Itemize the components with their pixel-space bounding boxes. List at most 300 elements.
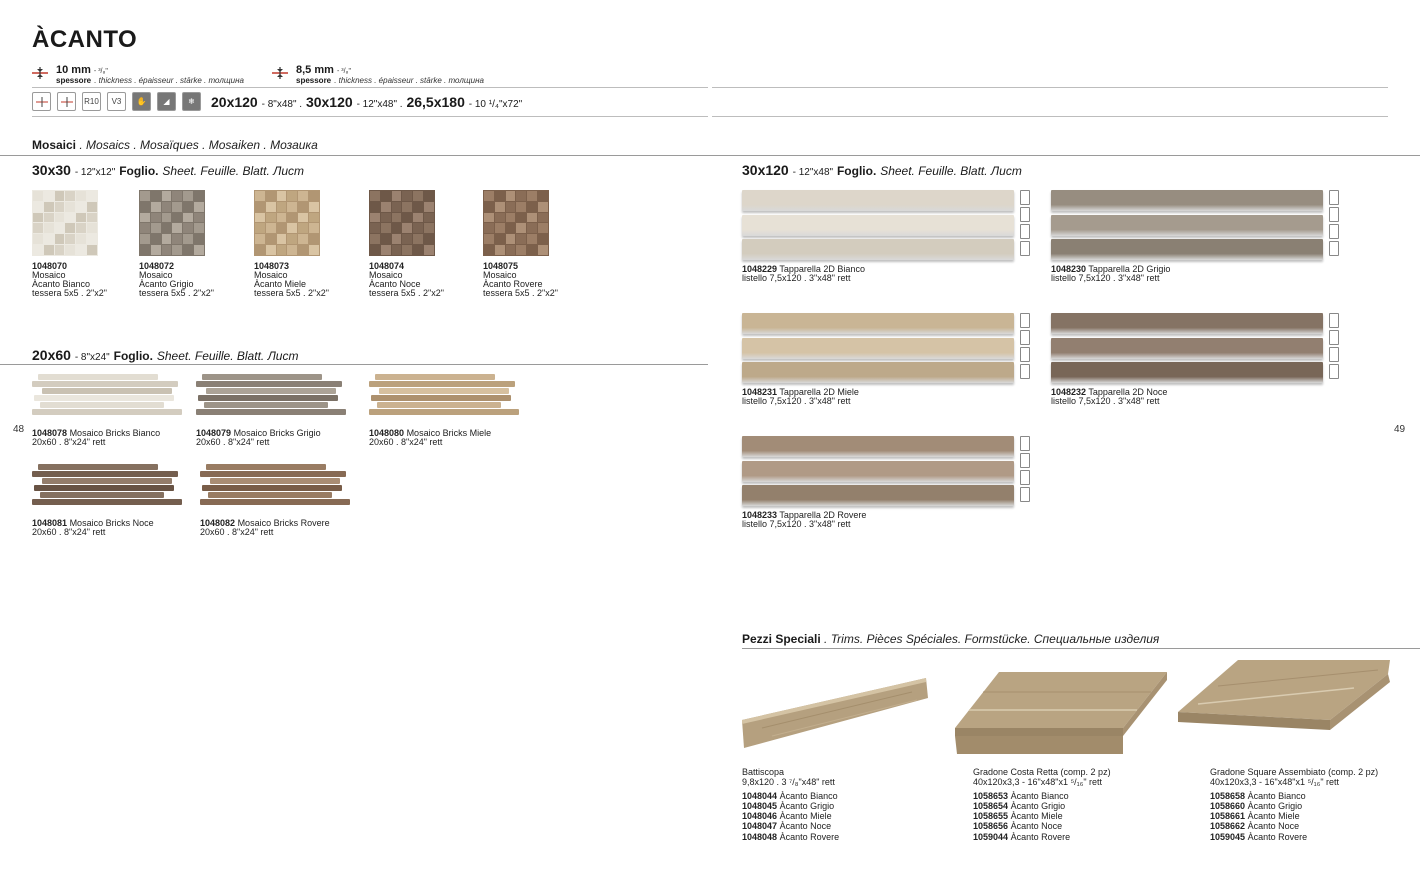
tessera [392,213,402,223]
trim-gradone-costa-retta [973,767,1111,842]
tessera [140,234,150,244]
foglio-label: Foglio. [113,349,153,363]
tessera [506,245,516,255]
product-dim: tessera 5x5 . 2"x2" [369,288,444,298]
tessera [172,245,182,255]
tessera [194,234,204,244]
tessera [424,202,434,212]
tessera [172,234,182,244]
tessera [194,213,204,223]
brick-strip [32,381,178,387]
page-number-left: 48 [13,424,25,435]
tessera [194,191,204,201]
product-code: 1058660 [1210,800,1246,811]
product-name: Àcanto Bianco [1010,790,1069,801]
product-name: Tapparella 2D Noce [1088,387,1168,397]
tessera [151,213,161,223]
product-code: 1048045 [742,800,778,811]
mosaici-label: Mosaici [32,138,77,152]
tessera [309,245,319,255]
tessera [381,234,391,244]
tessera [287,234,297,244]
product-code: 1059044 [973,831,1009,842]
product-name: Àcanto Bianco [32,279,91,289]
brick-strip [40,492,164,498]
tessera [298,234,308,244]
product-code: 1048231 [742,387,778,397]
tessera [183,234,193,244]
tessera [266,191,276,201]
tessera [484,202,494,212]
mosaic-swatch [254,190,320,256]
tessera [298,213,308,223]
brick-strip [34,485,174,491]
tessera [183,191,193,201]
tessera [402,202,412,212]
tessera [516,191,526,201]
product-name: Àcanto Noce [369,279,421,289]
product-name: Àcanto Rovere [1247,831,1308,842]
product-dim: 20x60 . 8"x24" rett [196,437,270,447]
mosaic-item [483,190,593,298]
format-inch: - 8"x48" . [261,98,303,110]
tapparella-swatch [742,436,1014,506]
tessera [55,213,65,223]
tessera [277,234,287,244]
tessera [277,223,287,233]
bricks-swatch [196,374,348,420]
product-name: Àcanto Miele [779,811,832,822]
slat [742,485,1014,506]
slat [1051,215,1323,236]
sheet-translations: Sheet. Feuille. Blatt. Лист [156,349,299,363]
tessera [413,245,423,255]
thickness-translations: . thickness . épaisseur . stärke . толщина [334,76,484,85]
formats-list [211,94,522,110]
tessera [298,245,308,255]
tessera [527,202,537,212]
tessera [392,191,402,201]
sheet-translations: Sheet. Feuille. Blatt. Лист [880,164,1022,178]
product-name: Àcanto Rovere [483,279,543,289]
slat [742,313,1014,334]
product-name: Tapparella 2D Bianco [779,264,865,274]
product-name: Àcanto Bianco [779,790,838,801]
mosaic-item [369,190,479,298]
profile-icon [1020,436,1030,504]
product-code: 1048079 [196,428,232,438]
tessera [33,202,43,212]
tessera [381,245,391,255]
tessera [381,213,391,223]
tessera [538,234,548,244]
slat [1051,190,1323,211]
tessera [370,191,380,201]
tessera [495,191,505,201]
pezzi-label: Pezzi Speciali [742,632,821,646]
thickness-2 [296,66,484,85]
tapparella-swatch [742,190,1014,260]
trim-dim: 40x120x3,3 - 16"x48"x1 ⁵/₁₆" rett [973,777,1103,788]
product-dim: listello 7,5x120 . 3"x48" rett [742,273,851,283]
tessera [484,234,494,244]
tapparella-swatch [742,313,1014,383]
tessera [506,213,516,223]
product-dim: listello 7,5x120 . 3"x48" rett [742,519,851,529]
product-code: 1048070 [32,261,68,271]
trim-gradone-square [1210,767,1378,842]
tessera [287,245,297,255]
tessera [413,234,423,244]
format-size: 30x120 [305,93,353,110]
mosaic-30-heading [32,162,304,178]
tessera [162,245,172,255]
tessera [287,213,297,223]
product-code: 1058662 [1210,821,1246,832]
product-dim: tessera 5x5 . 2"x2" [254,288,329,298]
tapparella-item [742,436,1030,529]
product-dim: listello 7,5x120 . 3"x48" rett [1051,396,1160,406]
gradone-square-image [1178,660,1390,749]
tessera [65,245,75,255]
tessera [172,202,182,212]
tessera [44,213,54,223]
tessera [402,191,412,201]
tessera [266,234,276,244]
brick-strip [200,471,346,477]
tessera [495,223,505,233]
tessera [76,213,86,223]
tessera [194,245,204,255]
product-name: Tapparella 2D Rovere [779,510,867,520]
tessera [76,202,86,212]
product-code: 1048046 [742,811,778,822]
trim-name: Battiscopa [742,767,785,777]
brick-strip [202,374,322,380]
brick-strip [202,485,342,491]
tessera [87,213,97,223]
tessera [277,202,287,212]
tessera [424,213,434,223]
size-label: 30x30 [32,162,71,178]
tessera [392,223,402,233]
tessera [527,191,537,201]
tessera [527,234,537,244]
format-inch: - 10 ¹/₄"x72" [468,98,523,110]
tessera [65,223,75,233]
slat [1051,239,1323,260]
tessera [413,202,423,212]
product-name: Àcanto Grigio [1247,800,1303,811]
tessera [183,245,193,255]
brick-strip [32,499,182,505]
product-name: Àcanto Grigio [779,800,835,811]
tessera [76,245,86,255]
tessera [194,223,204,233]
tessera [538,245,548,255]
product-dim: tessera 5x5 . 2"x2" [139,288,214,298]
foglio-label: Foglio. [836,164,877,178]
product-name: Àcanto Rovere [1010,831,1071,842]
thickness-value: 8,5 mm [296,64,334,76]
tessera [55,245,65,255]
product-code: 1048074 [369,261,405,271]
thickness-value: 10 mm [56,64,91,76]
trim-dim: 9,8x120 . 3 ⁷/₈"x48" rett [742,777,835,788]
tessera [151,223,161,233]
tessera [370,213,380,223]
inch-label: - 8"x24" [74,352,110,363]
product-name: Mosaico Bricks Bianco [69,428,161,438]
tessera [33,191,43,201]
tessera [424,245,434,255]
product-code: 1048072 [139,261,175,271]
tessera [495,234,505,244]
thickness-8mm-icon [57,92,76,111]
slip-rating-icon: R10 [82,92,101,111]
product-name: Mosaico Bricks Grigio [233,428,321,438]
tessera [516,223,526,233]
product-name: Mosaico Bricks Miele [406,428,492,438]
tessera [381,202,391,212]
divider [32,116,708,117]
tessera [370,234,380,244]
product-code: 1058653 [973,790,1009,801]
slat [1051,338,1323,359]
brick-strip [379,388,509,394]
tessera [484,223,494,233]
tessera [183,223,193,233]
brick-strip [371,395,511,401]
tessera [392,245,402,255]
tessera [266,202,276,212]
product-name: Àcanto Grigio [1010,800,1066,811]
tessera [162,234,172,244]
tessera [266,213,276,223]
product-type: Mosaico [254,270,288,280]
tessera [370,223,380,233]
product-name: Àcanto Miele [1247,811,1300,822]
product-dim: 20x60 . 8"x24" rett [369,437,443,447]
tessera [309,191,319,201]
tessera [392,234,402,244]
mosaici-heading [32,138,318,152]
brick-strip [42,388,172,394]
tessera [65,202,75,212]
tessera [527,245,537,255]
brick-strip [196,381,342,387]
tapparella-item [1051,313,1339,406]
format-inch: - 12"x48" . [356,98,403,110]
thickness-icon [272,66,288,85]
brick-strip [210,478,340,484]
tessera [424,223,434,233]
tessera [527,223,537,233]
divider [712,87,1388,88]
thickness-fraction: - ³/₈" [336,68,351,75]
tessera [151,191,161,201]
tessera [183,202,193,212]
tessera [44,223,54,233]
bricks-item [200,464,370,537]
product-code: 1059045 [1210,831,1246,842]
brick-strip [206,464,326,470]
tessera [484,213,494,223]
tapparella-swatch [1051,190,1323,260]
product-code: 1058654 [973,800,1009,811]
thickness-1 [56,66,244,85]
tessera [140,191,150,201]
tessera [538,202,548,212]
tessera [413,213,423,223]
tessera [55,223,65,233]
tessera [287,191,297,201]
brick-strip [369,409,519,415]
product-code: 1058655 [973,811,1009,822]
tessera [162,213,172,223]
thickness-translations: . thickness . épaisseur . stärke . толщина [94,76,244,85]
brick-strip [32,409,182,415]
divider [32,87,708,88]
mosaici-translations: . Mosaics . Mosaïques . Mosaiken . Мозаика [79,138,318,152]
tessera [402,213,412,223]
section-divider [0,155,1420,156]
product-name: Àcanto Rovere [779,831,840,842]
slat [1051,313,1323,334]
brick-strip [198,395,338,401]
tessera [76,191,86,201]
tessera [402,245,412,255]
trim-name: Gradone Costa Retta (comp. 2 pz) [973,767,1111,777]
tessera [140,202,150,212]
tessera [255,213,265,223]
brick-strip [38,374,158,380]
tessera [309,234,319,244]
mosaic-swatch [483,190,549,256]
bricks-item [32,374,197,447]
tessera [55,234,65,244]
tessera [194,202,204,212]
brick-strip [369,381,515,387]
tessera [413,191,423,201]
product-code: 1058656 [973,821,1009,832]
brick-strip [200,499,350,505]
tessera [151,234,161,244]
tessera [538,223,548,233]
tessera [162,191,172,201]
brick-strip [196,409,346,415]
tessera [516,245,526,255]
thickness-10mm-icon [32,92,51,111]
product-type: Mosaico [483,270,517,280]
foglio-label: Foglio. [119,164,159,178]
tessera [424,191,434,201]
tessera [538,191,548,201]
product-code: 1048232 [1051,387,1087,397]
mosaic-swatch [32,190,98,256]
product-dim: 20x60 . 8"x24" rett [32,527,106,537]
trim-name: Gradone Square Assembiato (comp. 2 pz) [1210,767,1379,777]
tessera [172,213,182,223]
tessera [65,213,75,223]
divider [712,116,1388,117]
mosaic-item [139,190,249,298]
tessera [402,234,412,244]
product-name: Àcanto Noce [1010,821,1063,832]
mosaic-item [32,190,142,298]
profile-icon [1329,313,1339,381]
tessera [140,245,150,255]
bricks-swatch [32,374,184,420]
bricks-item [369,374,539,447]
tessera [255,223,265,233]
product-dim: listello 7,5x120 . 3"x48" rett [742,396,851,406]
product-type: Mosaico [32,270,66,280]
tessera [527,213,537,223]
brick-strip [375,374,495,380]
brick-strip [204,402,328,408]
slat [742,461,1014,482]
product-dim: 20x60 . 8"x24" rett [200,527,274,537]
slat [742,436,1014,457]
tessera [87,245,97,255]
tessera [44,191,54,201]
product-code: 1048082 [200,518,236,528]
slat [1051,362,1323,383]
product-code: 1058658 [1210,790,1246,801]
brick-strip [32,471,178,477]
slat [742,215,1014,236]
product-name: Àcanto Grigio [139,279,194,289]
bricks-item [32,464,197,537]
product-code: 1048044 [742,790,778,801]
tessera [255,202,265,212]
tapparella-item [1051,190,1339,283]
tapparella-swatch [1051,313,1323,383]
tessera [495,245,505,255]
tessera [506,191,516,201]
product-dim: tessera 5x5 . 2"x2" [32,288,107,298]
brick-strip [206,388,336,394]
tessera [65,191,75,201]
tessera [277,191,287,201]
tessera [266,223,276,233]
tessera [506,234,516,244]
tessera [33,245,43,255]
product-name: Tapparella 2D Grigio [1088,264,1171,274]
tessera [255,245,265,255]
tessera [516,213,526,223]
tessera [370,245,380,255]
tessera [33,223,43,233]
tessera [516,202,526,212]
thickness-label: spessore [296,76,332,85]
thickness-icon [32,66,48,85]
tessera [162,202,172,212]
tessera [309,223,319,233]
section-divider [742,648,1420,649]
tessera [44,234,54,244]
tessera [76,234,86,244]
tessera [87,234,97,244]
tessera [287,202,297,212]
tessera [255,234,265,244]
tessera [516,234,526,244]
tessera [298,202,308,212]
mosaic-20-heading [32,347,298,363]
tessera [33,213,43,223]
bricks-swatch [200,464,352,510]
